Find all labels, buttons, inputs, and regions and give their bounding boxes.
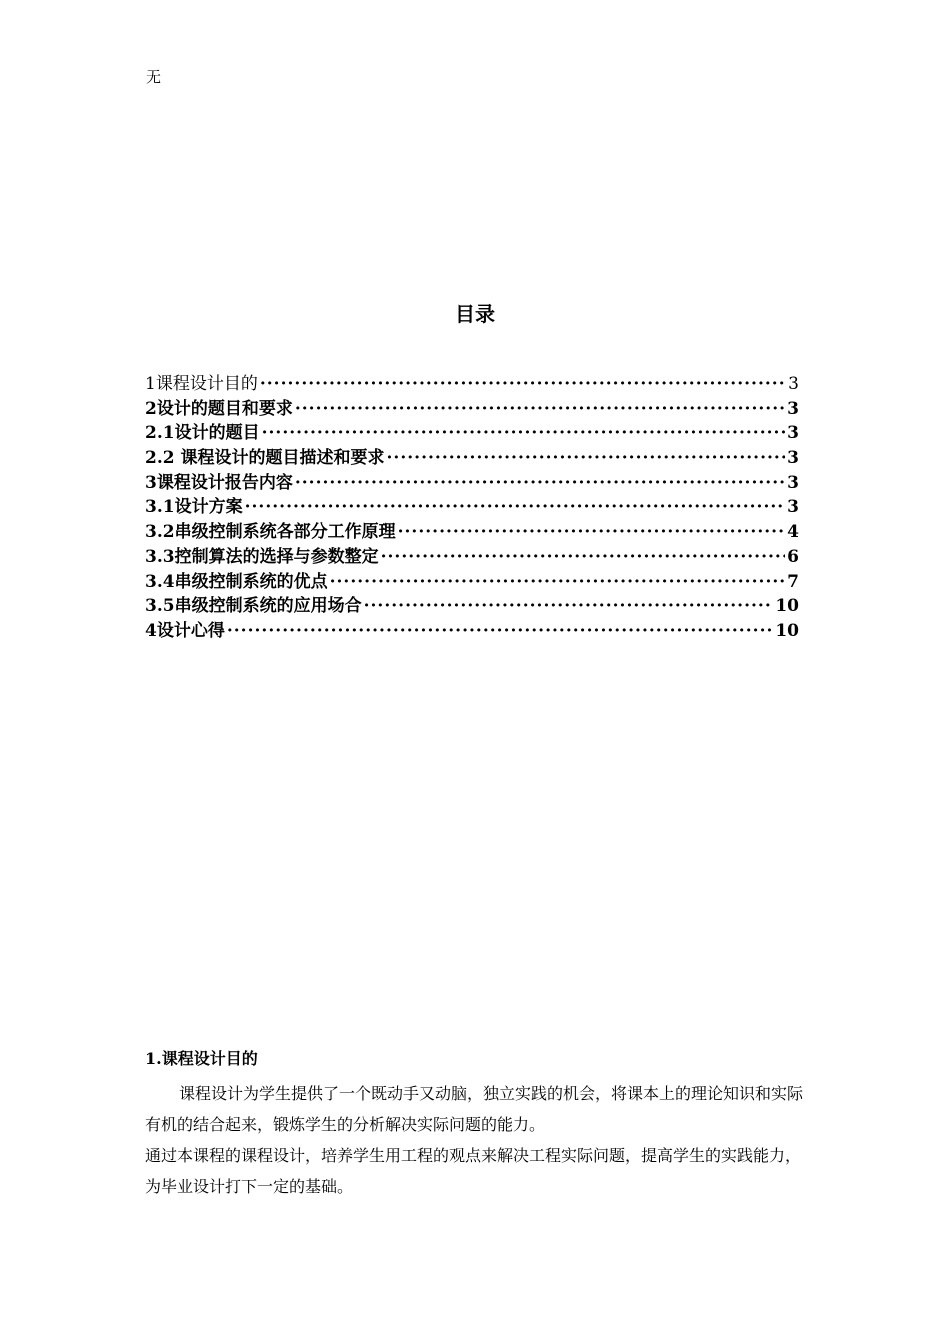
toc-entry-page: 3 bbox=[788, 374, 799, 394]
section-heading: 1.课程设计目的 bbox=[145, 1049, 258, 1068]
toc-entry-label: 3.2串级控制系统各部分工作原理 bbox=[145, 522, 396, 543]
toc-entry-label: 2设计的题目和要求 bbox=[145, 398, 293, 419]
toc-entry-label: 3.4串级控制系统的优点 bbox=[145, 571, 328, 592]
corner-note: 无 bbox=[146, 68, 162, 86]
toc-entry-page: 3 bbox=[787, 448, 799, 469]
paragraph: 通过本课程的课程设计，培养学生用工程的观点来解决工程实际问题，提高学生的实践能力，为毕业设计打下一定的基础。 bbox=[145, 1146, 802, 1196]
toc-dot-leader bbox=[381, 545, 786, 570]
table-of-contents bbox=[145, 372, 799, 644]
section-body bbox=[145, 1078, 810, 1202]
toc-dot-leader bbox=[260, 372, 786, 397]
toc-dot-leader bbox=[398, 520, 786, 545]
toc-entry-label: 2.1设计的题目 bbox=[145, 423, 260, 444]
toc-entry-page: 10 bbox=[775, 620, 799, 641]
toc-entry-label: 3课程设计报告内容 bbox=[145, 472, 293, 493]
toc-entry-page: 6 bbox=[787, 546, 799, 567]
toc-entry[interactable] bbox=[145, 619, 799, 644]
toc-entry[interactable] bbox=[145, 495, 799, 520]
toc-entry-page: 10 bbox=[775, 596, 799, 617]
toc-entry[interactable] bbox=[145, 372, 799, 397]
toc-entry-label: 3.5串级控制系统的应用场合 bbox=[145, 596, 362, 617]
toc-entry-label: 4设计心得 bbox=[145, 620, 225, 641]
toc-entry[interactable] bbox=[145, 545, 799, 570]
toc-entry[interactable] bbox=[145, 471, 799, 496]
toc-entry-label: 2.2 课程设计的题目描述和要求 bbox=[145, 448, 385, 469]
toc-entry-page: 3 bbox=[787, 497, 799, 518]
toc-dot-leader bbox=[245, 495, 786, 520]
toc-dot-leader bbox=[295, 471, 785, 496]
toc-dot-leader bbox=[330, 570, 786, 595]
toc-entry[interactable] bbox=[145, 397, 799, 422]
paragraph: 课程设计为学生提供了一个既动手又动脑，独立实践的机会，将课本上的理论知识和实际有机的结合起来，锻炼学生的分析解决实际问题的能力。 bbox=[145, 1084, 804, 1134]
toc-entry-label: 1课程设计目的 bbox=[145, 374, 258, 394]
toc-dot-leader bbox=[364, 594, 774, 619]
toc-entry-label: 3.1设计方案 bbox=[145, 497, 243, 518]
toc-entry[interactable] bbox=[145, 570, 799, 595]
toc-entry[interactable] bbox=[145, 594, 799, 619]
toc-entry-page: 3 bbox=[787, 423, 799, 444]
toc-dot-leader bbox=[295, 397, 785, 422]
toc-entry-page: 3 bbox=[787, 472, 799, 493]
toc-entry-page: 3 bbox=[787, 398, 799, 419]
toc-entry-page: 4 bbox=[787, 522, 799, 543]
toc-entry[interactable] bbox=[145, 421, 799, 446]
toc-dot-leader bbox=[387, 446, 786, 471]
toc-dot-leader bbox=[262, 421, 786, 446]
toc-entry-label: 3.3控制算法的选择与参数整定 bbox=[145, 546, 379, 567]
toc-title: 目录 bbox=[455, 302, 495, 326]
toc-dot-leader bbox=[227, 619, 773, 644]
toc-entry[interactable] bbox=[145, 446, 799, 471]
toc-entry[interactable] bbox=[145, 520, 799, 545]
toc-entry-page: 7 bbox=[787, 571, 799, 592]
